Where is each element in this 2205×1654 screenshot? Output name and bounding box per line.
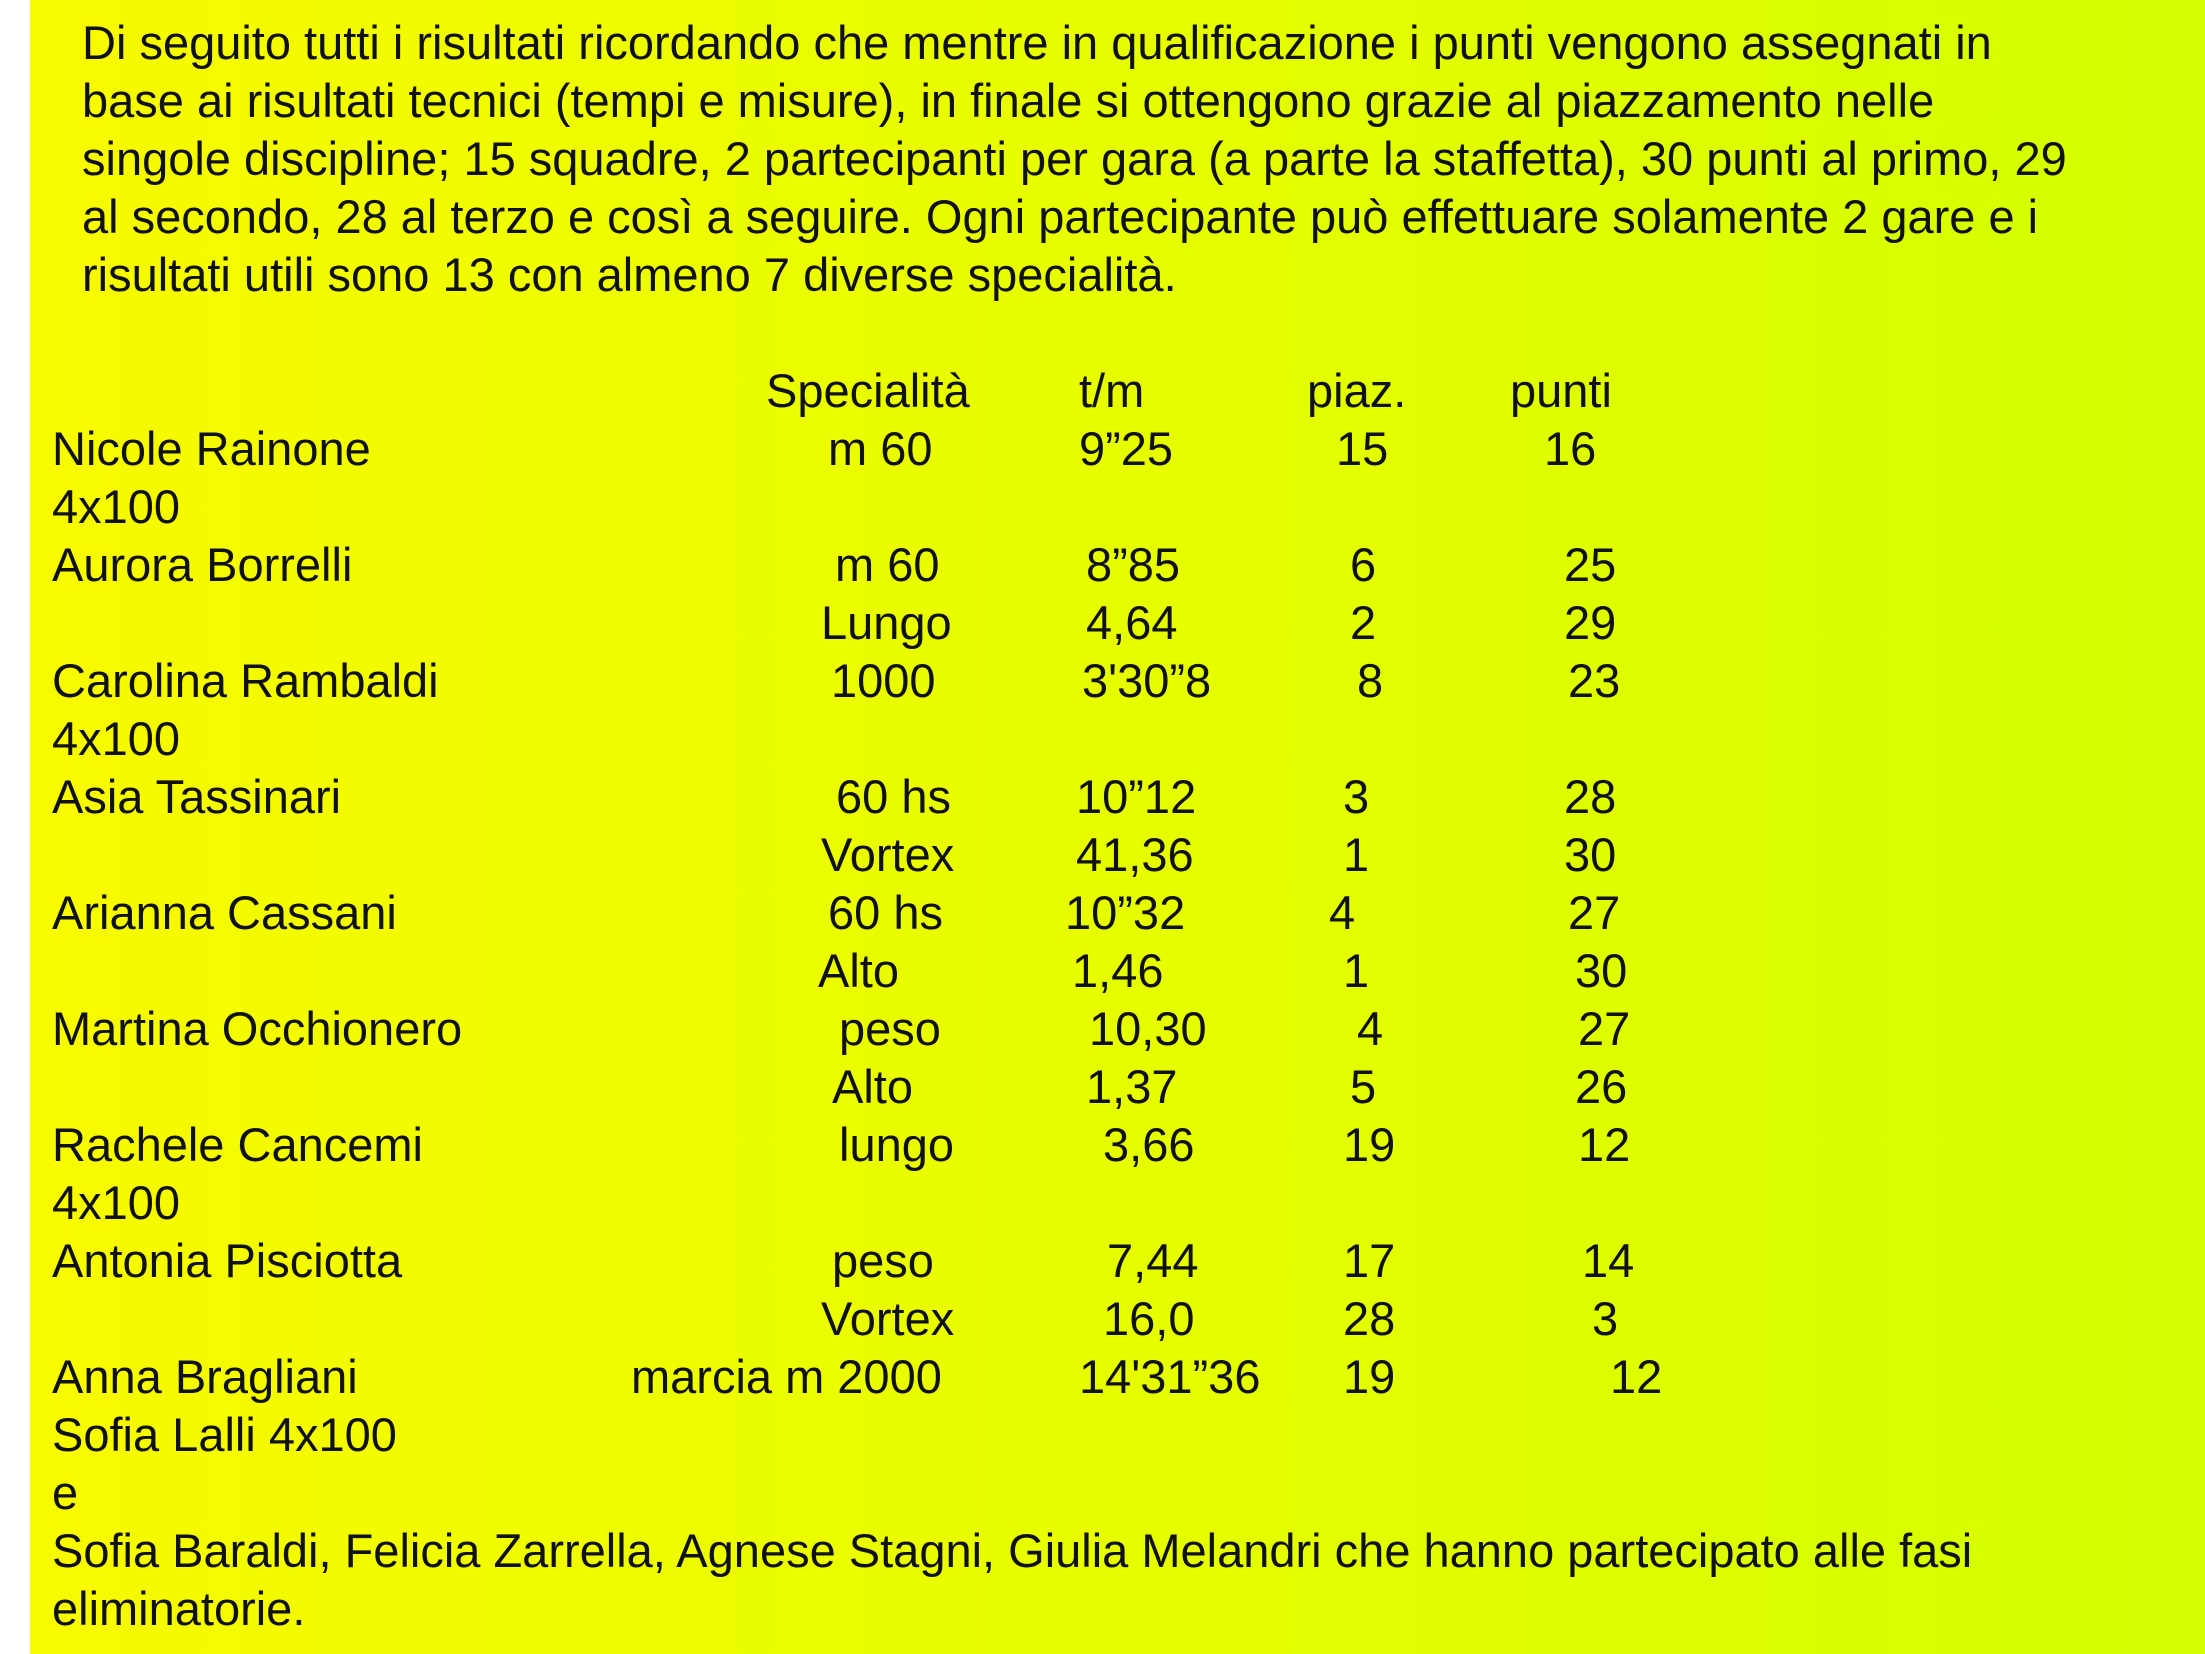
result-time-measure: 10”32 bbox=[1065, 886, 1186, 939]
result-time-measure: 1,37 bbox=[1086, 1060, 1178, 1113]
footer-line: Sofia Lalli 4x100 bbox=[52, 1408, 397, 1461]
result-specialty: Lungo bbox=[821, 596, 952, 649]
header-tm: t/m bbox=[1079, 364, 1145, 417]
result-time-measure: 4,64 bbox=[1086, 596, 1178, 649]
result-specialty: m 60 bbox=[835, 538, 940, 591]
result-placement: 2 bbox=[1350, 596, 1377, 649]
result-specialty: 1000 bbox=[831, 654, 936, 707]
result-time-measure: 3,66 bbox=[1103, 1118, 1195, 1171]
intro-line: singole discipline; 15 squadre, 2 partecipanti per gara (a parte la staffetta), 30 punti al primo, 29 bbox=[82, 132, 2067, 185]
result-placement: 28 bbox=[1343, 1292, 1396, 1345]
header-piaz: piaz. bbox=[1307, 364, 1407, 417]
result-specialty: lungo bbox=[839, 1118, 954, 1171]
athlete-name: 4x100 bbox=[52, 712, 181, 765]
result-points: 27 bbox=[1578, 1002, 1631, 1055]
result-points: 3 bbox=[1592, 1292, 1619, 1345]
result-specialty: m 60 bbox=[828, 422, 933, 475]
result-points: 25 bbox=[1564, 538, 1617, 591]
intro-line: base ai risultati tecnici (tempi e misure), in finale si ottengono grazie al piazzamento nelle bbox=[82, 74, 1935, 127]
result-points: 30 bbox=[1575, 944, 1628, 997]
intro-line: risultati utili sono 13 con almeno 7 diverse specialità. bbox=[82, 248, 1177, 301]
athlete-name: Aurora Borrelli bbox=[52, 538, 353, 591]
result-points: 16 bbox=[1544, 422, 1597, 475]
result-points: 30 bbox=[1564, 828, 1617, 881]
result-time-measure: 8”85 bbox=[1086, 538, 1181, 591]
result-specialty: Alto bbox=[832, 1060, 913, 1113]
result-placement: 4 bbox=[1329, 886, 1356, 939]
intro-line: al secondo, 28 al terzo e così a seguire. Ogni partecipante può effettuare solamente 2 gare e i bbox=[82, 190, 2039, 243]
header-specialita: Specialità bbox=[766, 364, 970, 417]
intro-paragraph bbox=[82, 14, 2202, 304]
athlete-name: Rachele Cancemi bbox=[52, 1118, 423, 1171]
result-placement: 5 bbox=[1350, 1060, 1377, 1113]
result-points: 12 bbox=[1578, 1118, 1631, 1171]
athlete-name: Nicole Rainone bbox=[52, 422, 371, 475]
athlete-name: Asia Tassinari bbox=[52, 770, 342, 823]
result-placement: 6 bbox=[1350, 538, 1377, 591]
header-punti: punti bbox=[1510, 364, 1612, 417]
result-time-measure: 3'30”8 bbox=[1082, 654, 1212, 707]
result-specialty: 60 hs bbox=[836, 770, 951, 823]
result-placement: 4 bbox=[1357, 1002, 1384, 1055]
result-placement: 8 bbox=[1357, 654, 1384, 707]
result-specialty: 60 hs bbox=[828, 886, 943, 939]
result-time-measure: 7,44 bbox=[1107, 1234, 1199, 1287]
result-placement: 1 bbox=[1343, 944, 1370, 997]
result-placement: 17 bbox=[1343, 1234, 1396, 1287]
result-points: 28 bbox=[1564, 770, 1617, 823]
footer-line: e bbox=[52, 1466, 79, 1519]
athlete-name: Arianna Cassani bbox=[52, 886, 397, 939]
athlete-name: 4x100 bbox=[52, 480, 181, 533]
result-points: 29 bbox=[1564, 596, 1617, 649]
result-time-measure: 9”25 bbox=[1079, 422, 1174, 475]
result-time-measure: 10,30 bbox=[1089, 1002, 1207, 1055]
result-placement: 3 bbox=[1343, 770, 1370, 823]
result-points: 27 bbox=[1568, 886, 1621, 939]
result-time-measure: 41,36 bbox=[1076, 828, 1194, 881]
result-specialty: Vortex bbox=[821, 828, 955, 881]
result-specialty: peso bbox=[832, 1234, 934, 1287]
athlete-name: 4x100 bbox=[52, 1176, 181, 1229]
result-points: 26 bbox=[1575, 1060, 1628, 1113]
result-placement: 1 bbox=[1343, 828, 1370, 881]
result-time-measure: 16,0 bbox=[1103, 1292, 1195, 1345]
athlete-name: Carolina Rambaldi bbox=[52, 654, 439, 707]
result-specialty: Alto bbox=[818, 944, 899, 997]
result-placement: 15 bbox=[1336, 422, 1389, 475]
footer-line: Sofia Baraldi, Felicia Zarrella, Agnese Stagni, Giulia Melandri che hanno partecipato alle fasi bbox=[52, 1524, 1973, 1577]
result-points: 23 bbox=[1568, 654, 1621, 707]
result-placement: 19 bbox=[1343, 1118, 1396, 1171]
athlete-name: Antonia Pisciotta bbox=[52, 1234, 403, 1287]
result-specialty: Vortex bbox=[821, 1292, 955, 1345]
footer-line: eliminatorie. bbox=[52, 1582, 306, 1635]
result-specialty: marcia m 2000 bbox=[631, 1350, 942, 1403]
result-points: 14 bbox=[1582, 1234, 1635, 1287]
result-time-measure: 10”12 bbox=[1076, 770, 1197, 823]
results-slide bbox=[30, 0, 2205, 1654]
result-points: 12 bbox=[1610, 1350, 1663, 1403]
athlete-name: Martina Occhionero bbox=[52, 1002, 463, 1055]
result-time-measure: 14'31”36 bbox=[1079, 1350, 1261, 1403]
result-specialty: peso bbox=[839, 1002, 941, 1055]
intro-line: Di seguito tutti i risultati ricordando che mentre in qualificazione i punti vengono assegnati in bbox=[82, 16, 1992, 69]
result-placement: 19 bbox=[1343, 1350, 1396, 1403]
athlete-name: Anna Bragliani bbox=[52, 1350, 358, 1403]
result-time-measure: 1,46 bbox=[1072, 944, 1164, 997]
